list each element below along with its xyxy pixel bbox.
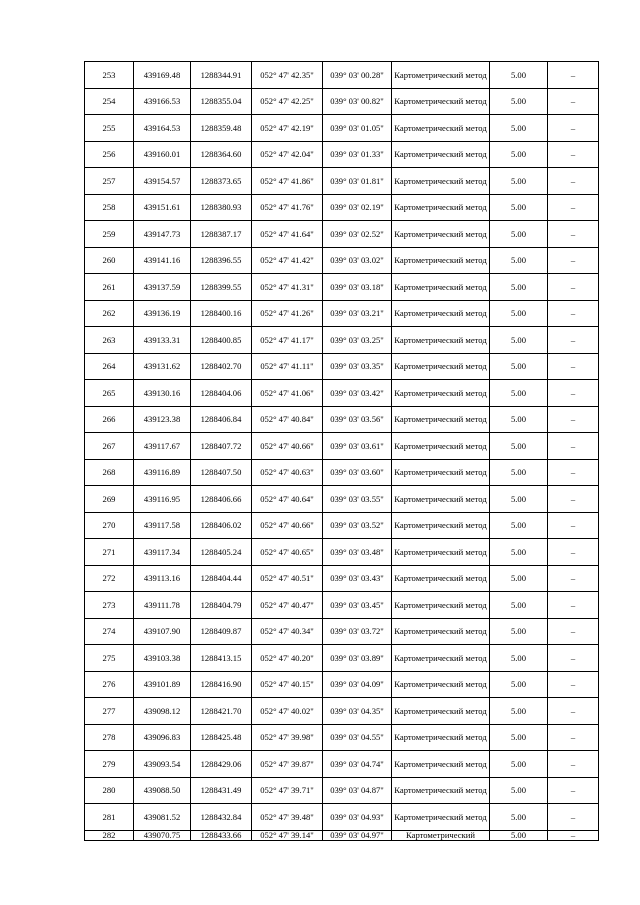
y-coordinate-cell: 1288413.15	[191, 645, 252, 672]
method-cell: Картометрический метод	[392, 115, 490, 142]
note-cell: –	[548, 327, 599, 354]
longitude-cell: 039° 03' 01.05"	[323, 115, 392, 142]
note-cell: –	[548, 830, 599, 840]
longitude-cell: 039° 03' 03.21"	[323, 300, 392, 327]
table-row	[85, 804, 599, 831]
latitude-cell: 052° 47' 39.71"	[252, 777, 323, 804]
note-cell: –	[548, 88, 599, 115]
table-row	[85, 645, 599, 672]
longitude-cell: 039° 03' 03.35"	[323, 353, 392, 380]
note-cell: –	[548, 777, 599, 804]
method-cell: Картометрический метод	[392, 88, 490, 115]
latitude-cell: 052° 47' 40.84"	[252, 406, 323, 433]
note-cell: –	[548, 221, 599, 248]
latitude-cell: 052° 47' 41.11"	[252, 353, 323, 380]
table-row	[85, 512, 599, 539]
x-coordinate-cell: 439151.61	[134, 194, 191, 221]
x-coordinate-cell: 439169.48	[134, 62, 191, 89]
y-coordinate-cell: 1288387.17	[191, 221, 252, 248]
method-cell: Картометрический метод	[392, 300, 490, 327]
x-coordinate-cell: 439154.57	[134, 168, 191, 195]
point-number-cell: 263	[85, 327, 134, 354]
x-coordinate-cell: 439096.83	[134, 724, 191, 751]
method-cell: Картометрический метод	[392, 247, 490, 274]
longitude-cell: 039° 03' 04.35"	[323, 698, 392, 725]
method-cell: Картометрический метод	[392, 751, 490, 778]
note-cell: –	[548, 406, 599, 433]
accuracy-cell: 5.00	[490, 804, 548, 831]
latitude-cell: 052° 47' 40.66"	[252, 512, 323, 539]
latitude-cell: 052° 47' 39.87"	[252, 751, 323, 778]
x-coordinate-cell: 439160.01	[134, 141, 191, 168]
latitude-cell: 052° 47' 40.34"	[252, 618, 323, 645]
accuracy-cell: 5.00	[490, 565, 548, 592]
accuracy-cell: 5.00	[490, 62, 548, 89]
x-coordinate-cell: 439088.50	[134, 777, 191, 804]
note-cell: –	[548, 724, 599, 751]
y-coordinate-cell: 1288406.84	[191, 406, 252, 433]
table-row	[85, 247, 599, 274]
table-row	[85, 353, 599, 380]
accuracy-cell: 5.00	[490, 751, 548, 778]
x-coordinate-cell: 439117.34	[134, 539, 191, 566]
point-number-cell: 260	[85, 247, 134, 274]
table-row	[85, 380, 599, 407]
table-row	[85, 618, 599, 645]
accuracy-cell: 5.00	[490, 486, 548, 513]
accuracy-cell: 5.00	[490, 353, 548, 380]
note-cell: –	[548, 751, 599, 778]
note-cell: –	[548, 671, 599, 698]
method-cell: Картометрический метод	[392, 353, 490, 380]
y-coordinate-cell: 1288373.65	[191, 168, 252, 195]
note-cell: –	[548, 565, 599, 592]
accuracy-cell: 5.00	[490, 327, 548, 354]
point-number-cell: 270	[85, 512, 134, 539]
accuracy-cell: 5.00	[490, 433, 548, 460]
point-number-cell: 281	[85, 804, 134, 831]
coordinates-table	[84, 61, 599, 841]
table-row	[85, 194, 599, 221]
longitude-cell: 039° 03' 02.52"	[323, 221, 392, 248]
latitude-cell: 052° 47' 41.31"	[252, 274, 323, 301]
point-number-cell: 282	[85, 830, 134, 840]
accuracy-cell: 5.00	[490, 459, 548, 486]
point-number-cell: 278	[85, 724, 134, 751]
accuracy-cell: 5.00	[490, 247, 548, 274]
table-row	[85, 777, 599, 804]
x-coordinate-cell: 439166.53	[134, 88, 191, 115]
point-number-cell: 269	[85, 486, 134, 513]
x-coordinate-cell: 439137.59	[134, 274, 191, 301]
longitude-cell: 039° 03' 03.52"	[323, 512, 392, 539]
note-cell: –	[548, 194, 599, 221]
note-cell: –	[548, 592, 599, 619]
y-coordinate-cell: 1288429.06	[191, 751, 252, 778]
point-number-cell: 253	[85, 62, 134, 89]
x-coordinate-cell: 439116.89	[134, 459, 191, 486]
y-coordinate-cell: 1288380.93	[191, 194, 252, 221]
longitude-cell: 039° 03' 03.48"	[323, 539, 392, 566]
method-cell: Картометрический метод	[392, 645, 490, 672]
latitude-cell: 052° 47' 41.86"	[252, 168, 323, 195]
y-coordinate-cell: 1288400.85	[191, 327, 252, 354]
accuracy-cell: 5.00	[490, 830, 548, 840]
note-cell: –	[548, 247, 599, 274]
accuracy-cell: 5.00	[490, 512, 548, 539]
note-cell: –	[548, 300, 599, 327]
latitude-cell: 052° 47' 40.02"	[252, 698, 323, 725]
method-cell: Картометрический метод	[392, 671, 490, 698]
x-coordinate-cell: 439131.62	[134, 353, 191, 380]
table-row	[85, 751, 599, 778]
longitude-cell: 039° 03' 03.55"	[323, 486, 392, 513]
y-coordinate-cell: 1288355.04	[191, 88, 252, 115]
accuracy-cell: 5.00	[490, 221, 548, 248]
point-number-cell: 262	[85, 300, 134, 327]
latitude-cell: 052° 47' 41.42"	[252, 247, 323, 274]
table-row	[85, 830, 599, 840]
latitude-cell: 052° 47' 39.48"	[252, 804, 323, 831]
latitude-cell: 052° 47' 41.26"	[252, 300, 323, 327]
longitude-cell: 039° 03' 02.19"	[323, 194, 392, 221]
table-row	[85, 88, 599, 115]
y-coordinate-cell: 1288409.87	[191, 618, 252, 645]
point-number-cell: 268	[85, 459, 134, 486]
point-number-cell: 279	[85, 751, 134, 778]
x-coordinate-cell: 439111.78	[134, 592, 191, 619]
method-cell: Картометрический метод	[392, 141, 490, 168]
x-coordinate-cell: 439141.16	[134, 247, 191, 274]
table-row	[85, 698, 599, 725]
longitude-cell: 039° 03' 03.02"	[323, 247, 392, 274]
table-row	[85, 433, 599, 460]
x-coordinate-cell: 439123.38	[134, 406, 191, 433]
y-coordinate-cell: 1288405.24	[191, 539, 252, 566]
table-row	[85, 592, 599, 619]
y-coordinate-cell: 1288400.16	[191, 300, 252, 327]
table-row	[85, 459, 599, 486]
table-row	[85, 221, 599, 248]
y-coordinate-cell: 1288407.50	[191, 459, 252, 486]
longitude-cell: 039° 03' 01.81"	[323, 168, 392, 195]
accuracy-cell: 5.00	[490, 168, 548, 195]
latitude-cell: 052° 47' 41.17"	[252, 327, 323, 354]
accuracy-cell: 5.00	[490, 274, 548, 301]
accuracy-cell: 5.00	[490, 592, 548, 619]
x-coordinate-cell: 439081.52	[134, 804, 191, 831]
point-number-cell: 276	[85, 671, 134, 698]
method-cell: Картометрический метод	[392, 592, 490, 619]
latitude-cell: 052° 47' 42.35"	[252, 62, 323, 89]
table-row	[85, 539, 599, 566]
accuracy-cell: 5.00	[490, 380, 548, 407]
method-cell: Картометрический метод	[392, 221, 490, 248]
point-number-cell: 280	[85, 777, 134, 804]
table-row	[85, 486, 599, 513]
accuracy-cell: 5.00	[490, 777, 548, 804]
note-cell: –	[548, 115, 599, 142]
note-cell: –	[548, 380, 599, 407]
point-number-cell: 274	[85, 618, 134, 645]
note-cell: –	[548, 539, 599, 566]
accuracy-cell: 5.00	[490, 671, 548, 698]
note-cell: –	[548, 168, 599, 195]
y-coordinate-cell: 1288432.84	[191, 804, 252, 831]
table-row	[85, 300, 599, 327]
point-number-cell: 264	[85, 353, 134, 380]
x-coordinate-cell: 439113.16	[134, 565, 191, 592]
accuracy-cell: 5.00	[490, 539, 548, 566]
x-coordinate-cell: 439070.75	[134, 830, 191, 840]
table-row	[85, 406, 599, 433]
note-cell: –	[548, 512, 599, 539]
accuracy-cell: 5.00	[490, 724, 548, 751]
latitude-cell: 052° 47' 40.65"	[252, 539, 323, 566]
longitude-cell: 039° 03' 04.93"	[323, 804, 392, 831]
method-cell: Картометрический метод	[392, 804, 490, 831]
longitude-cell: 039° 03' 04.55"	[323, 724, 392, 751]
note-cell: –	[548, 353, 599, 380]
x-coordinate-cell: 439101.89	[134, 671, 191, 698]
x-coordinate-cell: 439107.90	[134, 618, 191, 645]
latitude-cell: 052° 47' 42.25"	[252, 88, 323, 115]
table-row	[85, 141, 599, 168]
x-coordinate-cell: 439117.58	[134, 512, 191, 539]
point-number-cell: 267	[85, 433, 134, 460]
longitude-cell: 039° 03' 03.61"	[323, 433, 392, 460]
method-cell: Картометрический метод	[392, 433, 490, 460]
method-cell: Картометрический метод	[392, 539, 490, 566]
table-body	[85, 62, 599, 841]
x-coordinate-cell: 439103.38	[134, 645, 191, 672]
method-cell: Картометрический метод	[392, 168, 490, 195]
longitude-cell: 039° 03' 04.87"	[323, 777, 392, 804]
method-cell: Картометрический метод	[392, 380, 490, 407]
table-row	[85, 671, 599, 698]
y-coordinate-cell: 1288404.44	[191, 565, 252, 592]
method-cell: Картометрический метод	[392, 565, 490, 592]
note-cell: –	[548, 141, 599, 168]
y-coordinate-cell: 1288407.72	[191, 433, 252, 460]
method-cell: Картометрический метод	[392, 274, 490, 301]
point-number-cell: 255	[85, 115, 134, 142]
longitude-cell: 039° 03' 04.97"	[323, 830, 392, 840]
y-coordinate-cell: 1288406.66	[191, 486, 252, 513]
point-number-cell: 277	[85, 698, 134, 725]
accuracy-cell: 5.00	[490, 194, 548, 221]
table-row	[85, 115, 599, 142]
x-coordinate-cell: 439098.12	[134, 698, 191, 725]
accuracy-cell: 5.00	[490, 115, 548, 142]
latitude-cell: 052° 47' 42.19"	[252, 115, 323, 142]
note-cell: –	[548, 274, 599, 301]
latitude-cell: 052° 47' 41.64"	[252, 221, 323, 248]
note-cell: –	[548, 486, 599, 513]
point-number-cell: 273	[85, 592, 134, 619]
accuracy-cell: 5.00	[490, 698, 548, 725]
note-cell: –	[548, 618, 599, 645]
y-coordinate-cell: 1288344.91	[191, 62, 252, 89]
method-cell: Картометрический метод	[392, 327, 490, 354]
method-cell: Картометрический метод	[392, 777, 490, 804]
latitude-cell: 052° 47' 40.47"	[252, 592, 323, 619]
point-number-cell: 258	[85, 194, 134, 221]
y-coordinate-cell: 1288433.66	[191, 830, 252, 840]
latitude-cell: 052° 47' 39.98"	[252, 724, 323, 751]
longitude-cell: 039° 03' 03.43"	[323, 565, 392, 592]
y-coordinate-cell: 1288404.79	[191, 592, 252, 619]
y-coordinate-cell: 1288359.48	[191, 115, 252, 142]
method-cell: Картометрический метод	[392, 698, 490, 725]
x-coordinate-cell: 439117.67	[134, 433, 191, 460]
table-row	[85, 565, 599, 592]
latitude-cell: 052° 47' 40.64"	[252, 486, 323, 513]
y-coordinate-cell: 1288396.55	[191, 247, 252, 274]
latitude-cell: 052° 47' 40.51"	[252, 565, 323, 592]
method-cell: Картометрический метод	[392, 724, 490, 751]
longitude-cell: 039° 03' 00.82"	[323, 88, 392, 115]
y-coordinate-cell: 1288406.02	[191, 512, 252, 539]
latitude-cell: 052° 47' 42.04"	[252, 141, 323, 168]
y-coordinate-cell: 1288404.06	[191, 380, 252, 407]
note-cell: –	[548, 62, 599, 89]
table-row	[85, 168, 599, 195]
latitude-cell: 052° 47' 40.63"	[252, 459, 323, 486]
note-cell: –	[548, 433, 599, 460]
longitude-cell: 039° 03' 03.42"	[323, 380, 392, 407]
y-coordinate-cell: 1288399.55	[191, 274, 252, 301]
point-number-cell: 272	[85, 565, 134, 592]
longitude-cell: 039° 03' 03.89"	[323, 645, 392, 672]
method-cell: Картометрический метод	[392, 486, 490, 513]
point-number-cell: 265	[85, 380, 134, 407]
point-number-cell: 254	[85, 88, 134, 115]
longitude-cell: 039° 03' 01.33"	[323, 141, 392, 168]
latitude-cell: 052° 47' 41.06"	[252, 380, 323, 407]
y-coordinate-cell: 1288421.70	[191, 698, 252, 725]
point-number-cell: 266	[85, 406, 134, 433]
method-cell: Картометрический метод	[392, 459, 490, 486]
longitude-cell: 039° 03' 03.25"	[323, 327, 392, 354]
point-number-cell: 275	[85, 645, 134, 672]
point-number-cell: 256	[85, 141, 134, 168]
accuracy-cell: 5.00	[490, 645, 548, 672]
y-coordinate-cell: 1288364.60	[191, 141, 252, 168]
note-cell: –	[548, 698, 599, 725]
x-coordinate-cell: 439116.95	[134, 486, 191, 513]
note-cell: –	[548, 459, 599, 486]
method-cell: Картометрический метод	[392, 62, 490, 89]
latitude-cell: 052° 47' 39.14"	[252, 830, 323, 840]
accuracy-cell: 5.00	[490, 141, 548, 168]
longitude-cell: 039° 03' 03.60"	[323, 459, 392, 486]
accuracy-cell: 5.00	[490, 406, 548, 433]
latitude-cell: 052° 47' 40.15"	[252, 671, 323, 698]
accuracy-cell: 5.00	[490, 618, 548, 645]
longitude-cell: 039° 03' 04.74"	[323, 751, 392, 778]
y-coordinate-cell: 1288431.49	[191, 777, 252, 804]
longitude-cell: 039° 03' 04.09"	[323, 671, 392, 698]
x-coordinate-cell: 439130.16	[134, 380, 191, 407]
latitude-cell: 052° 47' 40.66"	[252, 433, 323, 460]
point-number-cell: 259	[85, 221, 134, 248]
accuracy-cell: 5.00	[490, 88, 548, 115]
longitude-cell: 039° 03' 03.56"	[323, 406, 392, 433]
table-row	[85, 62, 599, 89]
x-coordinate-cell: 439136.19	[134, 300, 191, 327]
longitude-cell: 039° 03' 00.28"	[323, 62, 392, 89]
longitude-cell: 039° 03' 03.72"	[323, 618, 392, 645]
latitude-cell: 052° 47' 40.20"	[252, 645, 323, 672]
y-coordinate-cell: 1288402.70	[191, 353, 252, 380]
point-number-cell: 257	[85, 168, 134, 195]
x-coordinate-cell: 439164.53	[134, 115, 191, 142]
method-cell: Картометрический	[392, 830, 490, 840]
table-row	[85, 724, 599, 751]
table-row	[85, 274, 599, 301]
latitude-cell: 052° 47' 41.76"	[252, 194, 323, 221]
x-coordinate-cell: 439093.54	[134, 751, 191, 778]
y-coordinate-cell: 1288416.90	[191, 671, 252, 698]
longitude-cell: 039° 03' 03.18"	[323, 274, 392, 301]
method-cell: Картометрический метод	[392, 194, 490, 221]
method-cell: Картометрический метод	[392, 512, 490, 539]
x-coordinate-cell: 439147.73	[134, 221, 191, 248]
x-coordinate-cell: 439133.31	[134, 327, 191, 354]
table-row	[85, 327, 599, 354]
accuracy-cell: 5.00	[490, 300, 548, 327]
note-cell: –	[548, 645, 599, 672]
y-coordinate-cell: 1288425.48	[191, 724, 252, 751]
point-number-cell: 271	[85, 539, 134, 566]
method-cell: Картометрический метод	[392, 618, 490, 645]
point-number-cell: 261	[85, 274, 134, 301]
longitude-cell: 039° 03' 03.45"	[323, 592, 392, 619]
note-cell: –	[548, 804, 599, 831]
method-cell: Картометрический метод	[392, 406, 490, 433]
